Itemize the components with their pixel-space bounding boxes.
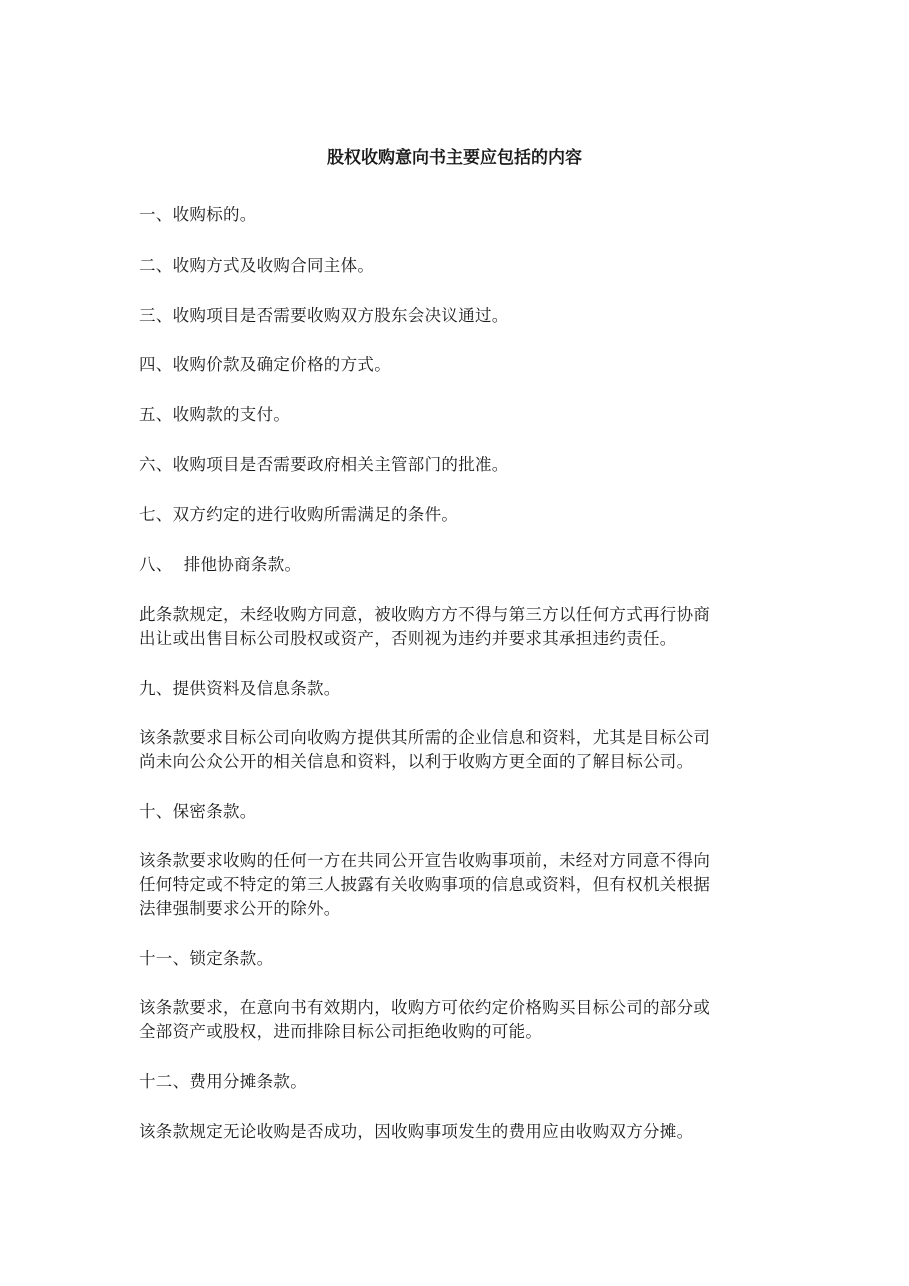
paragraph-line: 六、收购项目是否需要政府相关主管部门的批准。 [139,455,509,474]
list-item [139,403,779,427]
list-item [139,996,779,1044]
list-item [139,726,779,774]
paragraph-line: 八、 排他协商条款。 [139,555,302,574]
paragraph-line: 全部资产或股权，进而排除目标公司拒绝收购的可能。 [139,1022,543,1041]
list-item [139,603,779,651]
list-item [139,1070,779,1094]
paragraph-line: 尚未向公众公开的相关信息和资料，以利于收购方更全面的了解目标公司。 [139,752,694,771]
paragraph-line: 该条款要求，在意向书有效期内，收购方可依约定价格购买目标公司的部分或 [139,998,711,1017]
list-item [139,1120,779,1144]
list-item [139,849,779,921]
page-title: 股权收购意向书主要应包括的内容 [327,148,582,168]
paragraph-line: 该条款规定无论收购是否成功，因收购事项发生的费用应由收购双方分摊。 [139,1122,694,1141]
paragraph-line: 此条款规定，未经收购方同意，被收购方方不得与第三方以任何方式再行协商 [139,605,711,624]
list-item [139,453,779,477]
paragraph-line: 五、收购款的支付。 [139,405,291,424]
list-item [139,353,779,377]
paragraph-line: 四、收购价款及确定价格的方式。 [139,355,391,374]
list-item [139,503,779,527]
paragraph-line: 任何特定或不特定的第三人披露有关收购事项的信息或资料，但有权机关根据 [139,875,711,894]
paragraph-line: 三、收购项目是否需要收购双方股东会决议通过。 [139,306,509,325]
paragraph-line: 十、保密条款。 [139,802,257,821]
paragraph-line: 法律强制要求公开的除外。 [139,899,341,918]
paragraph-line: 二、收购方式及收购合同主体。 [139,256,375,275]
list-item [139,203,779,227]
paragraph-line: 该条款要求目标公司向收购方提供其所需的企业信息和资料，尤其是目标公司 [139,728,711,747]
paragraph-line: 十一、锁定条款。 [139,949,274,968]
list-item [139,304,779,328]
list-item [139,677,779,701]
list-item [139,553,779,577]
paragraph-line: 该条款要求收购的任何一方在共同公开宣告收购事项前，未经对方同意不得向 [139,851,711,870]
list-item [139,254,779,278]
list-item [139,947,779,971]
paragraph-line: 七、双方约定的进行收购所需满足的条件。 [139,505,459,524]
paragraph-line: 九、提供资料及信息条款。 [139,679,341,698]
list-item [139,800,779,824]
paragraph-line: 一、收购标的。 [139,205,257,224]
paragraph-line: 十二、费用分摊条款。 [139,1072,307,1091]
paragraph-line: 出让或出售目标公司股权或资产，否则视为违约并要求其承担违约责任。 [139,629,677,648]
